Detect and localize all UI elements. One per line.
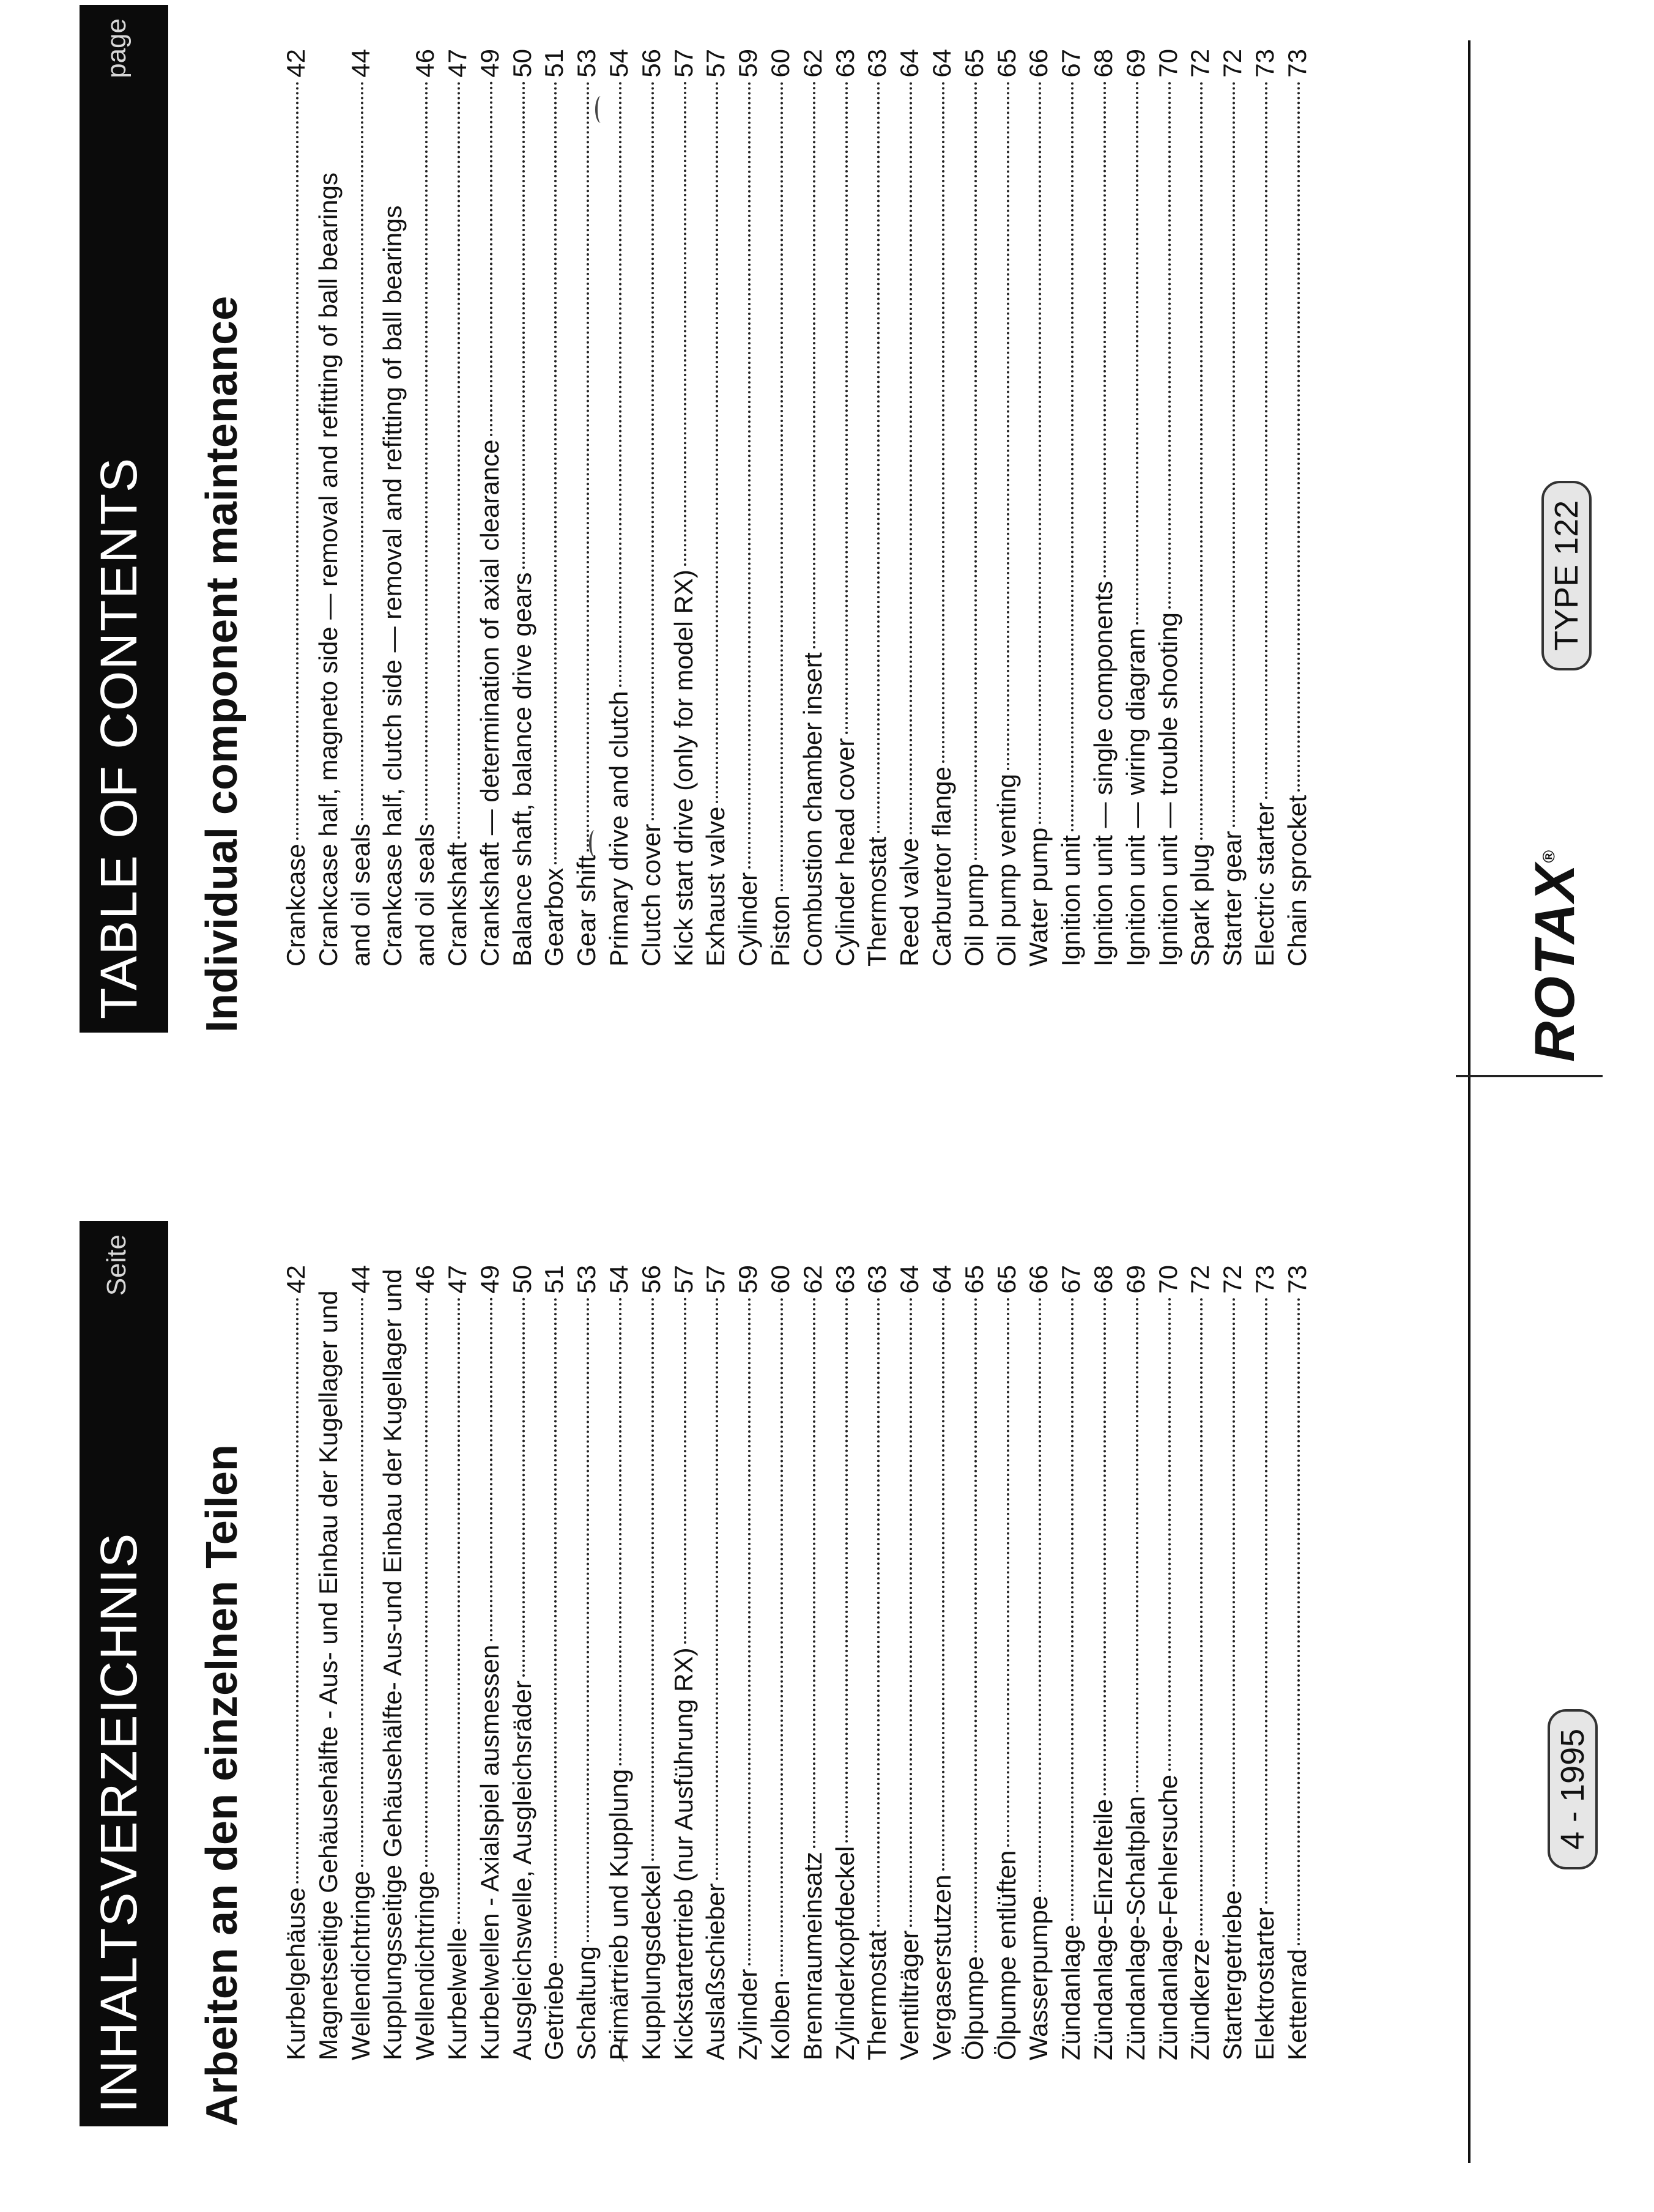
toc-entry <box>765 49 797 967</box>
toc-entry <box>280 1265 313 2060</box>
dot-leader <box>910 81 912 834</box>
toc-page-number: 68 <box>1088 49 1118 78</box>
toc-entry <box>377 1265 442 2060</box>
dot-leader <box>1136 81 1138 625</box>
toc-entry-title: Spark plug <box>1185 844 1215 967</box>
dot-leader <box>1007 1297 1009 1847</box>
toc-entry <box>765 1265 797 2060</box>
toc-entry <box>474 1265 506 2060</box>
toc-entry-title: Combustion chamber insert <box>798 652 827 967</box>
toc-page-number: 42 <box>281 49 310 78</box>
dot-leader <box>296 81 299 841</box>
toc-entry-title: Kick start drive (only for model RX) <box>669 570 698 967</box>
dot-leader <box>1103 81 1106 577</box>
dot-leader <box>1007 81 1009 770</box>
toc-page-number: 46 <box>410 49 440 78</box>
toc-page-number: 69 <box>1121 1265 1150 1294</box>
toc-entry <box>894 1265 926 2060</box>
toc-entry-title: Magnetseitige Gehäusehälfte - Aus- und Einbau der Kugellager und <box>313 1290 343 2060</box>
toc-page-number: 46 <box>410 1265 440 1294</box>
toc-entry-title: Ignition unit <box>1056 835 1086 967</box>
toc-entry-title: Gear shift <box>572 855 601 967</box>
german-header-bar <box>80 1221 168 2126</box>
dot-leader <box>1233 1297 1235 1887</box>
toc-page-number: 47 <box>442 49 472 78</box>
toc-entry-title: Brennraumeinsatz <box>798 1852 827 2060</box>
dot-leader <box>877 1297 880 1927</box>
toc-entry-continuation: and oil seals <box>346 823 375 967</box>
brand-name: ROTAX <box>1524 863 1586 1062</box>
dot-leader <box>1233 81 1235 828</box>
toc-entry-title: Primary drive and clutch <box>604 691 633 967</box>
dot-leader <box>813 1297 815 1848</box>
toc-page-number: 49 <box>475 49 504 78</box>
toc-entry <box>1120 49 1152 967</box>
toc-entry-title: Thermostat <box>862 836 892 967</box>
toc-page-number: 62 <box>798 1265 827 1294</box>
toc-entry <box>959 1265 991 2060</box>
german-header-title: INHALTSVERZEICHNIS <box>90 1532 147 2113</box>
toc-entry <box>861 49 894 967</box>
toc-entry <box>668 49 700 967</box>
toc-entry-title: Oil pump venting <box>992 773 1021 967</box>
toc-entry-title: Water pump <box>1024 827 1053 967</box>
toc-entry <box>1281 1265 1314 2060</box>
toc-entry <box>829 49 862 967</box>
toc-entry-title: Ölpumpe <box>959 1956 988 2060</box>
toc-entry <box>1088 1265 1120 2060</box>
toc-entry-title: Zündanlage-Fehlersuche <box>1153 1775 1182 2060</box>
toc-entry-title: Zündanlage <box>1056 1924 1086 2060</box>
toc-entry-title: Cylinder <box>733 872 763 967</box>
toc-entry <box>959 49 991 967</box>
toc-entry <box>1249 1265 1281 2060</box>
toc-entry <box>571 49 603 967</box>
english-toc-list <box>280 49 1314 967</box>
dot-leader <box>1039 1297 1041 1892</box>
toc-page-number: 67 <box>1056 1265 1086 1294</box>
toc-entry <box>732 49 765 967</box>
toc-entry <box>1120 1265 1152 2060</box>
toc-entry-title: Wasserpumpe <box>1024 1895 1053 2060</box>
logo-divider <box>1456 1075 1603 1077</box>
toc-entry-title: Ausgleichswelle, Ausgleichsräder <box>507 1680 536 2060</box>
dot-leader <box>942 81 944 763</box>
toc-page-number: 50 <box>507 49 536 78</box>
toc-page-number: 72 <box>1185 49 1215 78</box>
toc-entry <box>280 49 313 967</box>
toc-entry <box>603 49 636 967</box>
toc-entry <box>991 1265 1023 2060</box>
toc-entry-title: Primärtrieb und Kupplung <box>604 1768 633 2060</box>
toc-page-number: 66 <box>1024 49 1053 78</box>
toc-entry <box>1023 1265 1055 2060</box>
english-column <box>0 0 1456 1033</box>
toc-page-number: 63 <box>862 49 892 78</box>
dot-leader <box>974 81 977 860</box>
dot-leader <box>651 81 654 820</box>
toc-entry-title: Kickstartertrieb (nur Ausführung RX) <box>669 1647 698 2060</box>
toc-entry-continuation: Wellendichtringe <box>346 1871 375 2060</box>
toc-entry-title: Exhaust valve <box>701 806 730 967</box>
toc-entry <box>442 1265 474 2060</box>
toc-entry-title: Carburetor flange <box>927 766 956 967</box>
toc-page-number: 65 <box>992 1265 1021 1294</box>
toc-entry-title: Zündanlage-Schaltplan <box>1121 1796 1150 2060</box>
toc-entry <box>797 1265 829 2060</box>
toc-page-number: 57 <box>701 1265 730 1294</box>
toc-entry <box>1184 1265 1217 2060</box>
toc-page-number: 73 <box>1250 1265 1279 1294</box>
toc-entry-title: Piston <box>765 895 795 967</box>
toc-page-number: 70 <box>1153 49 1182 78</box>
german-page-label: Seite <box>102 1234 132 1296</box>
dot-leader <box>748 1297 751 1965</box>
footer-rule <box>1468 40 1470 2163</box>
toc-entry-title: Zylinder <box>733 1969 763 2060</box>
dot-leader <box>619 1297 621 1765</box>
toc-entry <box>1152 49 1185 967</box>
dot-leader <box>1071 1297 1074 1921</box>
toc-page-number: 53 <box>572 49 601 78</box>
toc-entry <box>1184 49 1217 967</box>
toc-entry-title: Kurbelwelle <box>442 1927 472 2060</box>
dot-leader <box>1039 81 1041 824</box>
toc-entry-continuation: and oil seals <box>410 823 440 967</box>
dot-leader <box>361 81 363 820</box>
toc-entry-title: Ignition unit — single components <box>1088 581 1118 967</box>
toc-entry <box>442 49 474 967</box>
dot-leader <box>619 81 621 688</box>
toc-entry <box>926 1265 959 2060</box>
dot-leader <box>781 81 783 892</box>
toc-page-number: 51 <box>540 1265 569 1294</box>
dot-leader <box>296 1297 299 1884</box>
toc-page-number: 64 <box>927 1265 956 1294</box>
toc-entry-title: Balance shaft, balance drive gears <box>507 572 536 967</box>
toc-page-number: 64 <box>895 1265 924 1294</box>
dot-leader <box>910 1297 912 1927</box>
toc-entry <box>1217 49 1249 967</box>
toc-page-number: 51 <box>540 49 569 78</box>
toc-entry-title: Zylinderkopfdeckel <box>830 1846 859 2060</box>
toc-entry <box>636 49 668 967</box>
dot-leader <box>974 1297 977 1953</box>
dot-leader <box>942 1297 944 1871</box>
dot-leader <box>490 81 492 436</box>
toc-page-number: 44 <box>346 1265 375 1294</box>
dot-leader <box>1136 1297 1138 1792</box>
toc-entry <box>797 49 829 967</box>
toc-page-number: 70 <box>1153 1265 1182 1294</box>
toc-entry <box>538 1265 571 2060</box>
toc-page-number: 73 <box>1250 49 1279 78</box>
toc-entry <box>571 1265 603 2060</box>
toc-page-number: 64 <box>895 49 924 78</box>
toc-page-number: 44 <box>346 49 375 78</box>
toc-entry-title: Startergetriebe <box>1218 1890 1247 2060</box>
toc-entry <box>700 1265 732 2060</box>
dot-leader <box>1265 1297 1267 1904</box>
toc-page-number: 54 <box>604 49 633 78</box>
toc-entry <box>700 49 732 967</box>
toc-page-number: 72 <box>1218 1265 1247 1294</box>
toc-page-number: 63 <box>830 1265 859 1294</box>
toc-page-number: 62 <box>798 49 827 78</box>
toc-entry <box>474 49 506 967</box>
dot-leader <box>781 1297 783 1977</box>
dot-leader <box>425 81 428 820</box>
dot-leader <box>684 81 686 566</box>
english-header-bar <box>80 5 168 1033</box>
toc-entry <box>991 49 1023 967</box>
toc-entry <box>894 49 926 967</box>
toc-page-number: 57 <box>701 49 730 78</box>
toc-entry <box>538 49 571 967</box>
toc-page-number: 60 <box>765 1265 795 1294</box>
toc-entry <box>313 49 377 967</box>
toc-entry-title: Crankcase <box>281 844 310 967</box>
toc-entry-title: Ignition unit — trouble shooting <box>1153 612 1182 967</box>
dot-leader <box>522 81 525 569</box>
toc-page-number: 60 <box>765 49 795 78</box>
toc-page-number: 47 <box>442 1265 472 1294</box>
dot-leader <box>587 1297 589 1942</box>
dot-leader <box>1297 81 1300 792</box>
toc-entry-title: Kupplungsdeckel <box>636 1865 666 2060</box>
toc-entry <box>506 1265 539 2060</box>
dot-leader <box>425 1297 428 1868</box>
page-footer <box>1456 0 1654 2212</box>
toc-page-number: 73 <box>1282 1265 1311 1294</box>
toc-entry-title: Electric starter <box>1250 802 1279 967</box>
german-toc-list <box>280 1265 1314 2060</box>
toc-entry <box>861 1265 894 2060</box>
toc-page-number: 73 <box>1282 49 1311 78</box>
toc-entry <box>732 1265 765 2060</box>
toc-entry <box>829 1265 862 2060</box>
toc-entry <box>1088 49 1120 967</box>
toc-page-number: 63 <box>830 49 859 78</box>
dot-leader <box>1103 1297 1106 1795</box>
toc-entry <box>1055 1265 1088 2060</box>
toc-entry-title: Kolben <box>765 1980 795 2060</box>
toc-entry <box>1152 1265 1185 2060</box>
dot-leader <box>877 81 880 833</box>
registered-mark: ® <box>1539 849 1559 863</box>
toc-entry-title: Gearbox <box>540 867 569 967</box>
toc-page-number: 67 <box>1056 49 1086 78</box>
toc-entry-title: Kupplungsseitige Gehäusehälfte- Aus-und Einbau der Kugellager und <box>378 1269 407 2060</box>
dot-leader <box>716 81 718 803</box>
toc-entry-title: Zündanlage-Einzelteile <box>1088 1798 1118 2060</box>
dot-leader <box>458 81 460 839</box>
toc-entry-title: Elektrostarter <box>1250 1907 1279 2060</box>
toc-entry-title: Crankshaft — determination of axial clearance <box>475 439 504 967</box>
toc-page-number: 59 <box>733 1265 763 1294</box>
english-page-label: page <box>102 18 132 78</box>
toc-page-number: 54 <box>604 1265 633 1294</box>
toc-page-number: 66 <box>1024 1265 1053 1294</box>
toc-entry-title: Oil pump <box>959 863 988 967</box>
toc-entry-title: Clutch cover <box>636 823 666 967</box>
toc-entry <box>1023 49 1055 967</box>
toc-page-number: 63 <box>862 1265 892 1294</box>
dot-leader <box>1200 1297 1203 1936</box>
toc-entry-title: Crankcase half, magneto side — removal and refitting of ball bearings <box>313 172 343 967</box>
toc-entry <box>1281 49 1314 967</box>
toc-entry <box>1055 49 1088 967</box>
dot-leader <box>748 81 751 869</box>
toc-page-number: 72 <box>1218 49 1247 78</box>
toc-page-number: 42 <box>281 1265 310 1294</box>
toc-page-number: 68 <box>1088 1265 1118 1294</box>
dot-leader <box>716 1297 718 1880</box>
toc-entry-title: Kurbelgehäuse <box>281 1887 310 2060</box>
toc-entry-title: Zündkerze <box>1185 1939 1215 2060</box>
toc-page-number: 50 <box>507 1265 536 1294</box>
toc-entry-title: Ignition unit — wiring diagram <box>1121 628 1150 967</box>
brand-logo <box>1523 849 1587 1062</box>
toc-entry-title: Kettenrad <box>1282 1948 1311 2060</box>
dot-leader <box>458 1297 460 1924</box>
toc-entry <box>1217 1265 1249 2060</box>
toc-entry-title: Vergaserstutzen <box>927 1874 956 2060</box>
toc-entry <box>926 49 959 967</box>
toc-page-number: 57 <box>669 1265 698 1294</box>
dot-leader <box>813 81 815 649</box>
toc-entry-title: Thermostat <box>862 1930 892 2060</box>
dot-leader <box>845 1297 848 1843</box>
toc-page-number: 65 <box>959 1265 988 1294</box>
toc-entry-title: Ölpumpe entlüften <box>992 1850 1021 2060</box>
dot-leader <box>1168 1297 1171 1771</box>
dot-leader <box>490 1297 492 1641</box>
toc-entry-title: Chain sprocket <box>1282 795 1311 967</box>
german-column <box>0 1086 1456 2126</box>
dot-leader <box>1265 81 1267 799</box>
english-header-title: TABLE OF CONTENTS <box>90 456 147 1019</box>
toc-entry <box>377 49 442 967</box>
toc-page-number: 53 <box>572 1265 601 1294</box>
dot-leader <box>845 81 848 735</box>
dot-leader <box>684 1297 686 1644</box>
toc-entry-title: Reed valve <box>895 837 924 967</box>
toc-entry-title: Getriebe <box>540 1961 569 2060</box>
dot-leader <box>554 81 557 864</box>
toc-entry <box>506 49 539 967</box>
toc-page-number: 56 <box>636 1265 666 1294</box>
toc-entry-title: Cylinder head cover <box>830 738 859 967</box>
dot-leader <box>554 1297 557 1958</box>
toc-entry <box>1249 49 1281 967</box>
toc-entry <box>603 1265 636 2060</box>
toc-entry <box>313 1265 377 2060</box>
toc-entry-continuation: Wellendichtringe <box>410 1871 440 2060</box>
dot-leader <box>1168 81 1171 609</box>
toc-entry-title: Ventilträger <box>895 1930 924 2060</box>
date-badge: 4 - 1995 <box>1548 1709 1598 1869</box>
english-section-title: Individual component maintenance <box>198 295 247 1033</box>
toc-page-number: 69 <box>1121 49 1150 78</box>
dot-leader <box>522 1297 525 1677</box>
toc-entry-title: Kurbelwellen - Axialspiel ausmessen <box>475 1644 504 2060</box>
toc-entry <box>668 1265 700 2060</box>
toc-page-number: 59 <box>733 49 763 78</box>
toc-entry-title: Starter gear <box>1218 831 1247 967</box>
german-section-title: Arbeiten an den einzelnen Teilen <box>198 1444 247 2126</box>
toc-entry-title: Auslaßschieber <box>701 1883 730 2060</box>
toc-entry-title: Crankshaft <box>442 842 472 967</box>
dot-leader <box>361 1297 363 1868</box>
dot-leader <box>1200 81 1203 840</box>
toc-page-number: 49 <box>475 1265 504 1294</box>
dot-leader <box>651 1297 654 1861</box>
toc-page-number: 64 <box>927 49 956 78</box>
toc-page-number: 65 <box>959 49 988 78</box>
toc-entry-title: Schaltung <box>572 1946 601 2060</box>
toc-entry <box>636 1265 668 2060</box>
dot-leader <box>1071 81 1074 831</box>
dot-leader <box>1297 1297 1300 1945</box>
toc-entry-title: Crankcase half, clutch side — removal and refitting of ball bearings <box>378 205 407 967</box>
type-badge: TYPE 122 <box>1541 481 1592 670</box>
dot-leader <box>587 81 589 852</box>
toc-page-number: 72 <box>1185 1265 1215 1294</box>
toc-page-number: 57 <box>669 49 698 78</box>
toc-page-number: 56 <box>636 49 666 78</box>
toc-page-number: 65 <box>992 49 1021 78</box>
